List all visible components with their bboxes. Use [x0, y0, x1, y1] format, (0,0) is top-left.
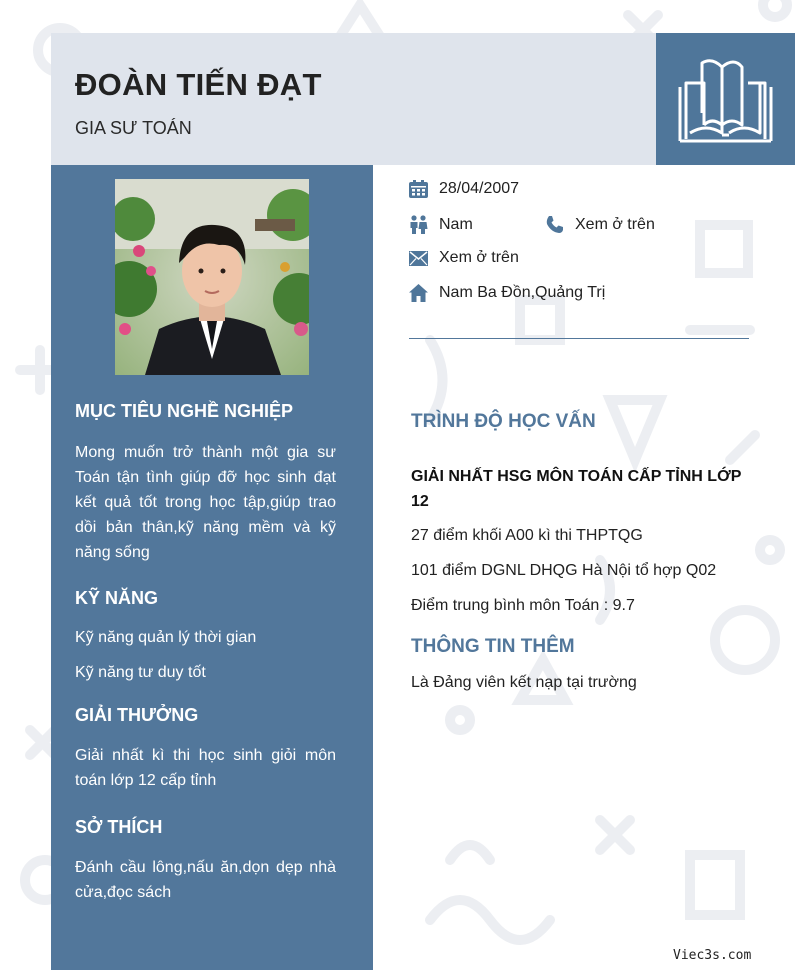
sidebar: [51, 165, 373, 970]
birthday-row: [409, 180, 519, 198]
additional-text: Là Đảng viên kết nạp tại trường: [411, 674, 637, 691]
contact-divider: [409, 338, 749, 339]
home-icon: [409, 284, 428, 302]
awards-text: Giải nhất kì thi học sinh giỏi môn toán lớp 12 cấp tỉnh: [75, 747, 336, 789]
address-value: Nam Ba Đồn,Quảng Trị: [439, 284, 606, 301]
objective-heading: MỤC TIÊU NGHỀ NGHIỆP: [75, 401, 294, 421]
hobbies-heading: SỞ THÍCH: [75, 817, 163, 837]
education-highlight: GIẢI NHẤT HSG MÔN TOÁN CẤP TỈNH LỚP 12: [411, 468, 742, 510]
envelope-icon: [409, 251, 428, 266]
calendar-icon: [409, 180, 428, 198]
gender-value: Nam: [439, 215, 473, 233]
job-title: GIA SƯ TOÁN: [75, 118, 192, 138]
hobbies-text: Đánh cầu lông,nấu ăn,dọn dẹp nhà cửa,đọc sách: [75, 859, 336, 901]
skills-heading: KỸ NĂNG: [75, 588, 159, 608]
phone-value: Xem ở trên: [575, 215, 655, 233]
header-band: [51, 33, 656, 165]
education-item: 27 điểm khối A00 kì thi THPTQG: [411, 527, 643, 544]
education-item: Điểm trung bình môn Toán : 9.7: [411, 597, 635, 614]
address-row: [409, 284, 605, 302]
awards-heading: GIẢI THƯỞNG: [75, 705, 199, 725]
email-row: [409, 249, 519, 267]
profile-photo: [115, 179, 309, 375]
phone-row: [545, 215, 655, 234]
book-logo-box: [656, 33, 795, 165]
birthday-value: 28/04/2007: [439, 180, 520, 197]
gender-row: [409, 215, 473, 234]
skill-item: Kỹ năng quản lý thời gian: [75, 629, 257, 646]
site-watermark: Viec3s.com: [673, 948, 752, 963]
education-heading: TRÌNH ĐỘ HỌC VẤN: [411, 411, 596, 432]
additional-heading: THÔNG TIN THÊM: [411, 636, 575, 657]
candidate-name: ĐOÀN TIẾN ĐẠT: [75, 67, 322, 102]
open-book-icon: [678, 53, 773, 145]
phone-icon: [545, 215, 564, 234]
education-item: 101 điểm DGNL DHQG Hà Nội tổ hợp Q02: [411, 562, 717, 579]
email-value: Xem ở trên: [439, 249, 519, 266]
skill-item: Kỹ năng tư duy tốt: [75, 664, 206, 681]
objective-text: Mong muốn trở thành một gia sư Toán tận tình giúp đỡ học sinh đạt kết quả tốt trong học tập,giúp trao dồi bản thân,kỹ năng mềm và kỹ năng sống: [75, 444, 336, 561]
gender-icon: [409, 215, 428, 234]
